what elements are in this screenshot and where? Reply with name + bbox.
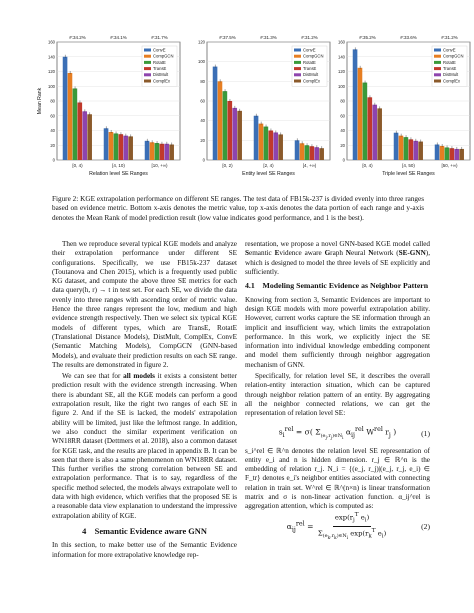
legend-entry: TransE xyxy=(303,66,317,71)
text-span: raph xyxy=(330,249,346,258)
y-tick-label: 0 xyxy=(52,157,55,163)
bar-rotate xyxy=(155,143,160,160)
x-tick-label: [0, 2) xyxy=(222,163,233,168)
legend-entry: ConvE xyxy=(443,47,456,53)
legend-entry: TransE xyxy=(443,66,457,71)
bar-complex xyxy=(418,142,423,160)
text-span: resentation, we propose a novel GNN-based KGE model called xyxy=(245,240,430,248)
bar-complex xyxy=(169,145,174,160)
paragraph: Knowing from section 3, Semantic Evidences are important to design KGE models with more powerful extrapolation ability. However, current works capture the SE information through an implicit and insufficient way, which limits the extrapolation performance. In this work, we explicitly inject the SE information into individual knowledge embedding component and model them sufficiently through neighbor aggregation mechanism of GNN. xyxy=(245,295,430,369)
bar-compgcn xyxy=(399,136,404,160)
equation-number: (1) xyxy=(421,428,430,438)
bold-text: G xyxy=(324,249,331,258)
y-tick-label: 80 xyxy=(340,98,345,104)
legend-entry: ComplEx xyxy=(153,78,170,84)
x-tick-label: [4, +∞) xyxy=(302,163,317,168)
top-tick-label: #:31.2% xyxy=(441,35,458,40)
bar-distmult xyxy=(372,105,377,160)
equation-1 xyxy=(245,421,430,447)
fraction: $\frac{\exp(r_j^T e_i)}{\Sigma_{(e_k,r_k)\in N_i} \exp(r_k^T e_i)}$ xyxy=(317,511,387,541)
y-tick-label: 60 xyxy=(340,113,345,119)
legend-swatch xyxy=(144,55,151,58)
legend-swatch xyxy=(144,80,151,83)
text-span: We can see that for xyxy=(62,372,124,381)
text-span: vidence aware xyxy=(279,249,325,258)
text-span: ), which is designed to model the three levels of SE explicitly and sufficiently. xyxy=(245,249,430,276)
figure-2 xyxy=(0,0,474,192)
legend-entry: ComplEx xyxy=(303,78,320,84)
y-tick-label: 160 xyxy=(338,39,345,45)
legend-entry: DistMult xyxy=(443,72,459,78)
legend-swatch xyxy=(144,73,151,76)
legend-swatch xyxy=(294,55,301,58)
legend-entry: ConvE xyxy=(153,47,166,53)
bar-rotate xyxy=(73,88,78,160)
x-tick-label: [0, 4) xyxy=(362,163,373,168)
y-tick-label: 40 xyxy=(200,118,205,124)
section-title: 4 Semantic Evidence aware GNN xyxy=(82,526,207,536)
x-axis-label: Triple level SE Ranges xyxy=(382,171,435,177)
legend-entry: DistMult xyxy=(303,72,319,78)
y-tick-label: 80 xyxy=(50,98,55,104)
legend-entry: CompGCN xyxy=(303,53,324,59)
y-tick-label: 140 xyxy=(48,54,55,60)
bar-complex xyxy=(319,148,324,160)
bar-transe xyxy=(310,146,315,160)
y-tick-label: 120 xyxy=(338,69,345,74)
equation-2-body: $\alpha_{ij}^{rel}$ = $\frac{\exp(r_j^T e_i)}{\Sigma_{(e_k,r_k)\in N_i} \exp(r_k^T e_i)}$ xyxy=(287,511,388,543)
legend-swatch xyxy=(434,80,441,83)
legend-swatch xyxy=(434,49,441,52)
legend-swatch xyxy=(434,67,441,70)
bar-transe xyxy=(160,144,165,160)
y-tick-label: 120 xyxy=(48,69,55,74)
top-tick-label: #:31.3% xyxy=(260,35,277,40)
chart-entity-level xyxy=(185,32,335,187)
bar-conve xyxy=(104,128,109,160)
chart-entity-level-svg xyxy=(185,32,335,187)
y-axis-label: Mean Rank xyxy=(37,87,43,115)
legend-entry: RotatE xyxy=(443,59,456,65)
chart-relation-level xyxy=(35,32,185,187)
x-axis-label: Entity level SE Ranges xyxy=(242,171,295,177)
bar-complex xyxy=(237,111,242,160)
bar-compgcn xyxy=(358,68,363,160)
figure-caption: Figure 2: KGE extrapolation performance on different SE ranges. The test data of FB15k-237 is divided evenly into three ranges based on evidence metric. Bottom x-axis denotes the metric value, top x-axis denotes the data portion of each range and y-axis denotes the Mean Rank of model prediction result (low value indicates good performance, and 1 is the best). xyxy=(52,195,424,222)
bar-transe xyxy=(368,97,373,160)
x-tick-label: [50, +∞) xyxy=(441,163,458,168)
bar-transe xyxy=(269,131,274,161)
text-span: it exists a consistent better prediction result with the evidence strength increasing. When there is abundant SE, all the KGE models can perform a good extrapolation result, like the right two ranges of each SE in figure 2. And if the SE is lacked, the models' extrapolation ability will be limited, just like the leftmost range. In addition, we also conduct the similar experiment verification on WN18RR dataset (Dettmers et al. 2018), also a common dataset for KGE task, and the results are placed in appendix B. It can be seen that there is also a same phenomenon on WN18RR dataset. This further verifies the strong correlation between SE and extrapolation performance. That is to say, regardless of the specific method selected, the models always extrapolate well to data with high evidence, which verifies that the proposed SE is a reasonable data view explanation to understand the impressive extrapolation ability of KGE. xyxy=(52,372,238,520)
legend-swatch xyxy=(294,73,301,76)
bar-rotate xyxy=(404,137,409,160)
x-tick-label: [10, +∞) xyxy=(151,163,168,168)
bold-text: all models xyxy=(123,372,155,381)
paragraph: In this section, to make better use of the Semantic Evidence information for more extrapolative knowledge rep- xyxy=(52,541,237,559)
bar-compgcn xyxy=(109,132,114,160)
left-column xyxy=(52,240,237,562)
legend-swatch xyxy=(434,55,441,58)
x-tick-label: [2, 4) xyxy=(263,163,274,168)
y-tick-label: 120 xyxy=(198,39,205,45)
bar-complex xyxy=(377,108,382,160)
bar-rotate xyxy=(363,83,368,160)
top-tick-label: #:34.1% xyxy=(110,35,127,40)
bar-complex xyxy=(87,114,92,160)
x-tick-label: [4, 10) xyxy=(112,163,125,168)
bar-rotate xyxy=(264,127,269,160)
bar-distmult xyxy=(273,132,278,160)
bold-text: SE-GNN xyxy=(398,249,426,258)
legend-entry: RotatE xyxy=(303,59,316,65)
bold-text: N xyxy=(345,249,351,258)
bar-compgcn xyxy=(440,146,445,160)
text-span: eural xyxy=(351,249,369,258)
chart-triple-level-svg xyxy=(325,32,474,187)
legend-entry: ConvE xyxy=(303,47,316,53)
bar-compgcn xyxy=(300,143,305,160)
bar-conve xyxy=(435,145,440,160)
y-tick-label: 20 xyxy=(200,137,205,143)
paragraph: Then we reproduce several typical KGE models and analyze their extrapolation performance under different SE configurations. Specifically, we use FB15k-237 dataset (Toutanova and Chen 2015), which is a frequently used public KG dataset, and compute the above three SE metrics for each data query(h, r) → t in test set. For each SE, we divide the data evenly into three ranges with ascending order of metric value. Hence the three ranges represent the low, medium and high evidence strength respectively. Then we select six typical KGE models of different types, which are TransE, RotatE (Translational Distance Models), DistMult, ComplEx, ConvE (Semantic Matching Models), CompGCN (GNN-based Models), and evaluate their prediction results on each SE range. The results are demonstrated in figure 2. xyxy=(52,240,237,369)
chart-relation-level-svg xyxy=(35,32,185,187)
bar-conve xyxy=(254,116,259,160)
equation-1-body: $s_i^{rel} = \sigma$( $\Sigma_{(e_j,r_j)\in N_i}$ $\alpha_{ij}^{rel}$ $W^{rel}$ $r_j$ ) xyxy=(278,425,397,440)
bar-rotate xyxy=(445,147,450,160)
bar-transe xyxy=(119,134,124,160)
bar-rotate xyxy=(223,91,228,160)
equation-2 xyxy=(245,511,430,541)
legend-swatch xyxy=(294,80,301,83)
y-tick-label: 40 xyxy=(340,128,345,133)
y-tick-label: 40 xyxy=(50,128,55,133)
bar-compgcn xyxy=(218,81,223,160)
paragraph: Specifically, for relation level SE, it describes the overall relation-entity interaction situation, which can be captured through neighbor relation pattern of an entity. By aggregating all the neighbor connected relations, we can get the representation of relation level SE: xyxy=(245,372,430,418)
y-tick-label: 100 xyxy=(338,83,345,89)
y-tick-label: 80 xyxy=(200,78,205,84)
bold-text: S xyxy=(245,249,249,258)
y-tick-label: 60 xyxy=(200,98,205,104)
legend-entry: DistMult xyxy=(153,72,169,78)
y-tick-label: 100 xyxy=(48,83,55,89)
y-tick-label: 0 xyxy=(202,157,205,163)
bar-compgcn xyxy=(150,142,155,160)
legend-swatch xyxy=(294,61,301,64)
right-column xyxy=(245,240,430,540)
top-tick-label: #:33.6% xyxy=(400,35,417,40)
top-tick-label: #:37.5% xyxy=(219,35,236,40)
text-span: etwork ( xyxy=(373,249,399,258)
legend-entry: ComplEx xyxy=(443,78,460,84)
x-axis-label: Relation level SE Ranges xyxy=(89,171,148,177)
text-span: emantic xyxy=(249,249,275,258)
bold-text: N xyxy=(368,249,374,258)
y-tick-label: 160 xyxy=(48,39,55,45)
bar-transe xyxy=(228,101,233,160)
bar-complex xyxy=(278,134,283,160)
bar-distmult xyxy=(314,147,319,160)
bar-conve xyxy=(63,57,68,160)
legend-swatch xyxy=(144,49,151,52)
bar-conve xyxy=(394,133,399,160)
chart-triple-level xyxy=(325,32,474,187)
bar-conve xyxy=(353,49,358,160)
y-tick-label: 20 xyxy=(50,142,55,148)
y-tick-label: 140 xyxy=(338,54,345,60)
bar-rotate xyxy=(305,145,310,160)
bar-compgcn xyxy=(68,73,73,160)
legend-swatch xyxy=(434,73,441,76)
equation-number: (2) xyxy=(421,521,430,531)
legend-swatch xyxy=(434,61,441,64)
bar-transe xyxy=(78,102,83,160)
bar-transe xyxy=(450,148,455,160)
paragraph xyxy=(52,372,237,521)
bar-transe xyxy=(409,139,414,160)
paragraph xyxy=(245,240,430,277)
bar-distmult xyxy=(232,108,237,160)
bar-compgcn xyxy=(259,124,264,160)
legend-entry: RotatE xyxy=(153,59,166,65)
bar-conve xyxy=(295,140,300,160)
bar-rotate xyxy=(114,133,119,160)
y-tick-label: 20 xyxy=(340,142,345,148)
legend-entry: CompGCN xyxy=(443,53,464,59)
top-tick-label: #:34.2% xyxy=(69,35,86,40)
paragraph: s_i^rel ∈ ℝ^n denotes the relation level SE representation of entity e_i and n is hidden dimension. r_j ∈ ℝ^n is the embedding of relation r_j. N_i = {(e_j, r_j)|(e_j, r_j, e_i) ∈ F_tr} denotes e_i's neighbor entities associated with connecting relation in train set. W^rel ∈ ℝ^(n×n) is linear transformation matrix and σ is non-linear activation function. α_ij^rel is aggregation attention, which is computed as: xyxy=(245,446,430,511)
top-tick-label: #:35.2% xyxy=(359,35,376,40)
x-tick-label: [4, 50) xyxy=(402,163,415,168)
legend-swatch xyxy=(144,61,151,64)
x-tick-label: [0, 4) xyxy=(72,163,83,168)
bar-distmult xyxy=(123,136,128,160)
legend-entry: TransE xyxy=(153,66,167,71)
top-tick-label: #:31.2% xyxy=(301,35,318,40)
bar-complex xyxy=(459,149,464,160)
y-tick-label: 100 xyxy=(198,59,205,65)
subsection-title: 4.1 Modeling Semantic Evidence as Neighbor Pattern xyxy=(245,281,429,291)
legend-swatch xyxy=(144,67,151,70)
legend-entry: CompGCN xyxy=(153,53,174,59)
legend-swatch xyxy=(294,67,301,70)
bar-distmult xyxy=(413,141,418,160)
bar-distmult xyxy=(454,149,459,160)
bar-complex xyxy=(128,136,133,160)
y-tick-label: 0 xyxy=(342,157,345,163)
legend-swatch xyxy=(294,49,301,52)
bar-conve xyxy=(213,67,218,160)
y-tick-label: 60 xyxy=(50,113,55,119)
bar-distmult xyxy=(164,144,169,160)
bold-text: E xyxy=(274,249,280,258)
top-tick-label: #:31.7% xyxy=(151,35,168,40)
bar-conve xyxy=(145,141,150,160)
bar-distmult xyxy=(82,111,87,160)
